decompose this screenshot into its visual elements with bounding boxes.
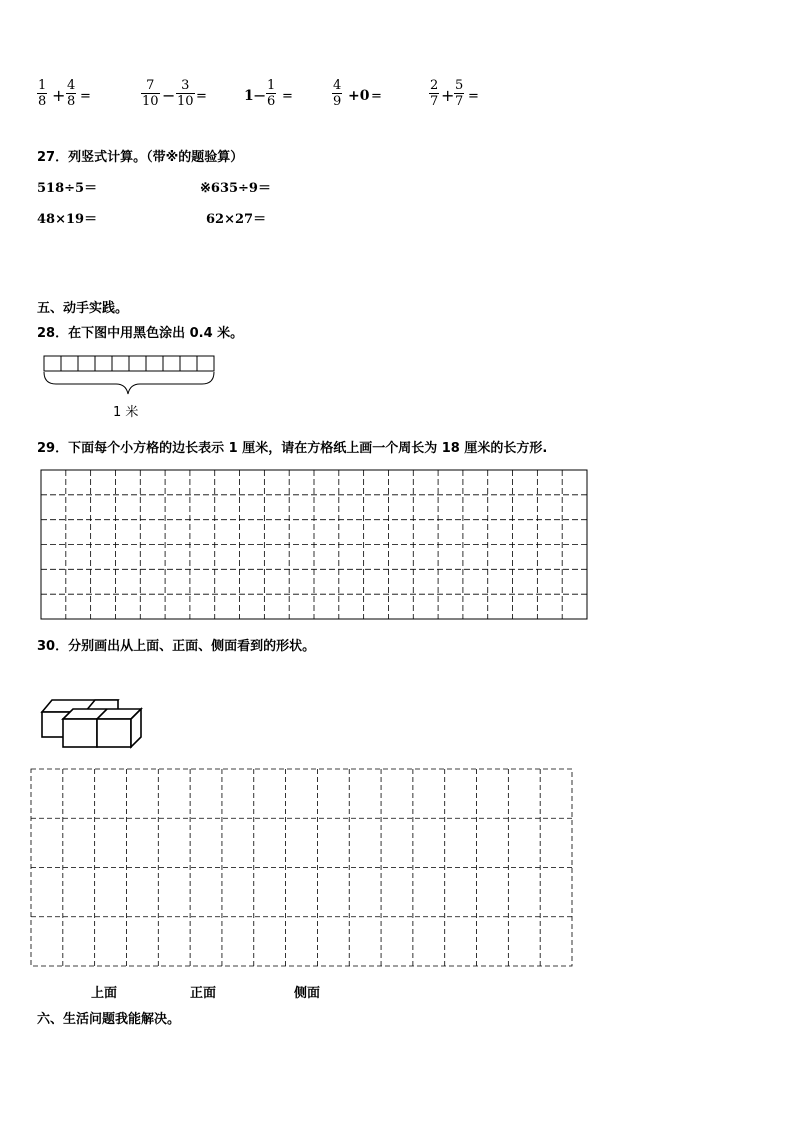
question-28-title: 28．在下图中用黑色涂出 0.4 米。 xyxy=(37,326,244,341)
view-label-side: 侧面 xyxy=(294,986,321,1001)
ruler-label: 1 米 xyxy=(113,405,139,420)
calc-item: ※635÷9＝ xyxy=(200,181,271,196)
fraction: 5 7 xyxy=(455,78,464,109)
equals-sign: = xyxy=(282,89,293,104)
equals-sign: = xyxy=(196,89,207,104)
fraction: 2 7 xyxy=(430,78,439,109)
integer: 1 xyxy=(244,88,254,104)
question-30-title: 30．分别画出从上面、正面、侧面看到的形状。 xyxy=(37,639,316,654)
fraction: 1 6 xyxy=(267,78,276,109)
fraction: 4 8 xyxy=(67,78,76,109)
plus-zero: +0 xyxy=(348,88,370,104)
view-label-top: 上面 xyxy=(91,986,118,1001)
calc-item: 518÷5＝ xyxy=(37,181,98,196)
operator: − xyxy=(162,86,176,105)
equals-sign: = xyxy=(468,89,479,104)
equals-sign: = xyxy=(80,89,91,104)
fraction: 1 8 xyxy=(38,78,47,109)
fraction: 3 10 xyxy=(177,78,194,109)
view-label-front: 正面 xyxy=(190,986,217,1001)
fraction: 7 10 xyxy=(142,78,159,109)
question-29-title: 29．下面每个小方格的边长表示 1 厘米，请在方格纸上画一个周长为 18 厘米的长方形. xyxy=(37,441,548,456)
equals-sign: = xyxy=(371,89,382,104)
fraction: 4 9 xyxy=(333,78,342,109)
question-27-title: 27．列竖式计算。（带※的题验算） xyxy=(37,150,244,165)
operator: + xyxy=(441,86,455,105)
section-5-heading: 五、动手实践。 xyxy=(37,301,129,316)
section-6-heading: 六、生活问题我能解决。 xyxy=(37,1012,181,1027)
calc-item: 62×27＝ xyxy=(206,212,267,227)
calc-item: 48×19＝ xyxy=(37,212,98,227)
operator: − xyxy=(253,86,267,105)
operator: + xyxy=(52,86,66,105)
